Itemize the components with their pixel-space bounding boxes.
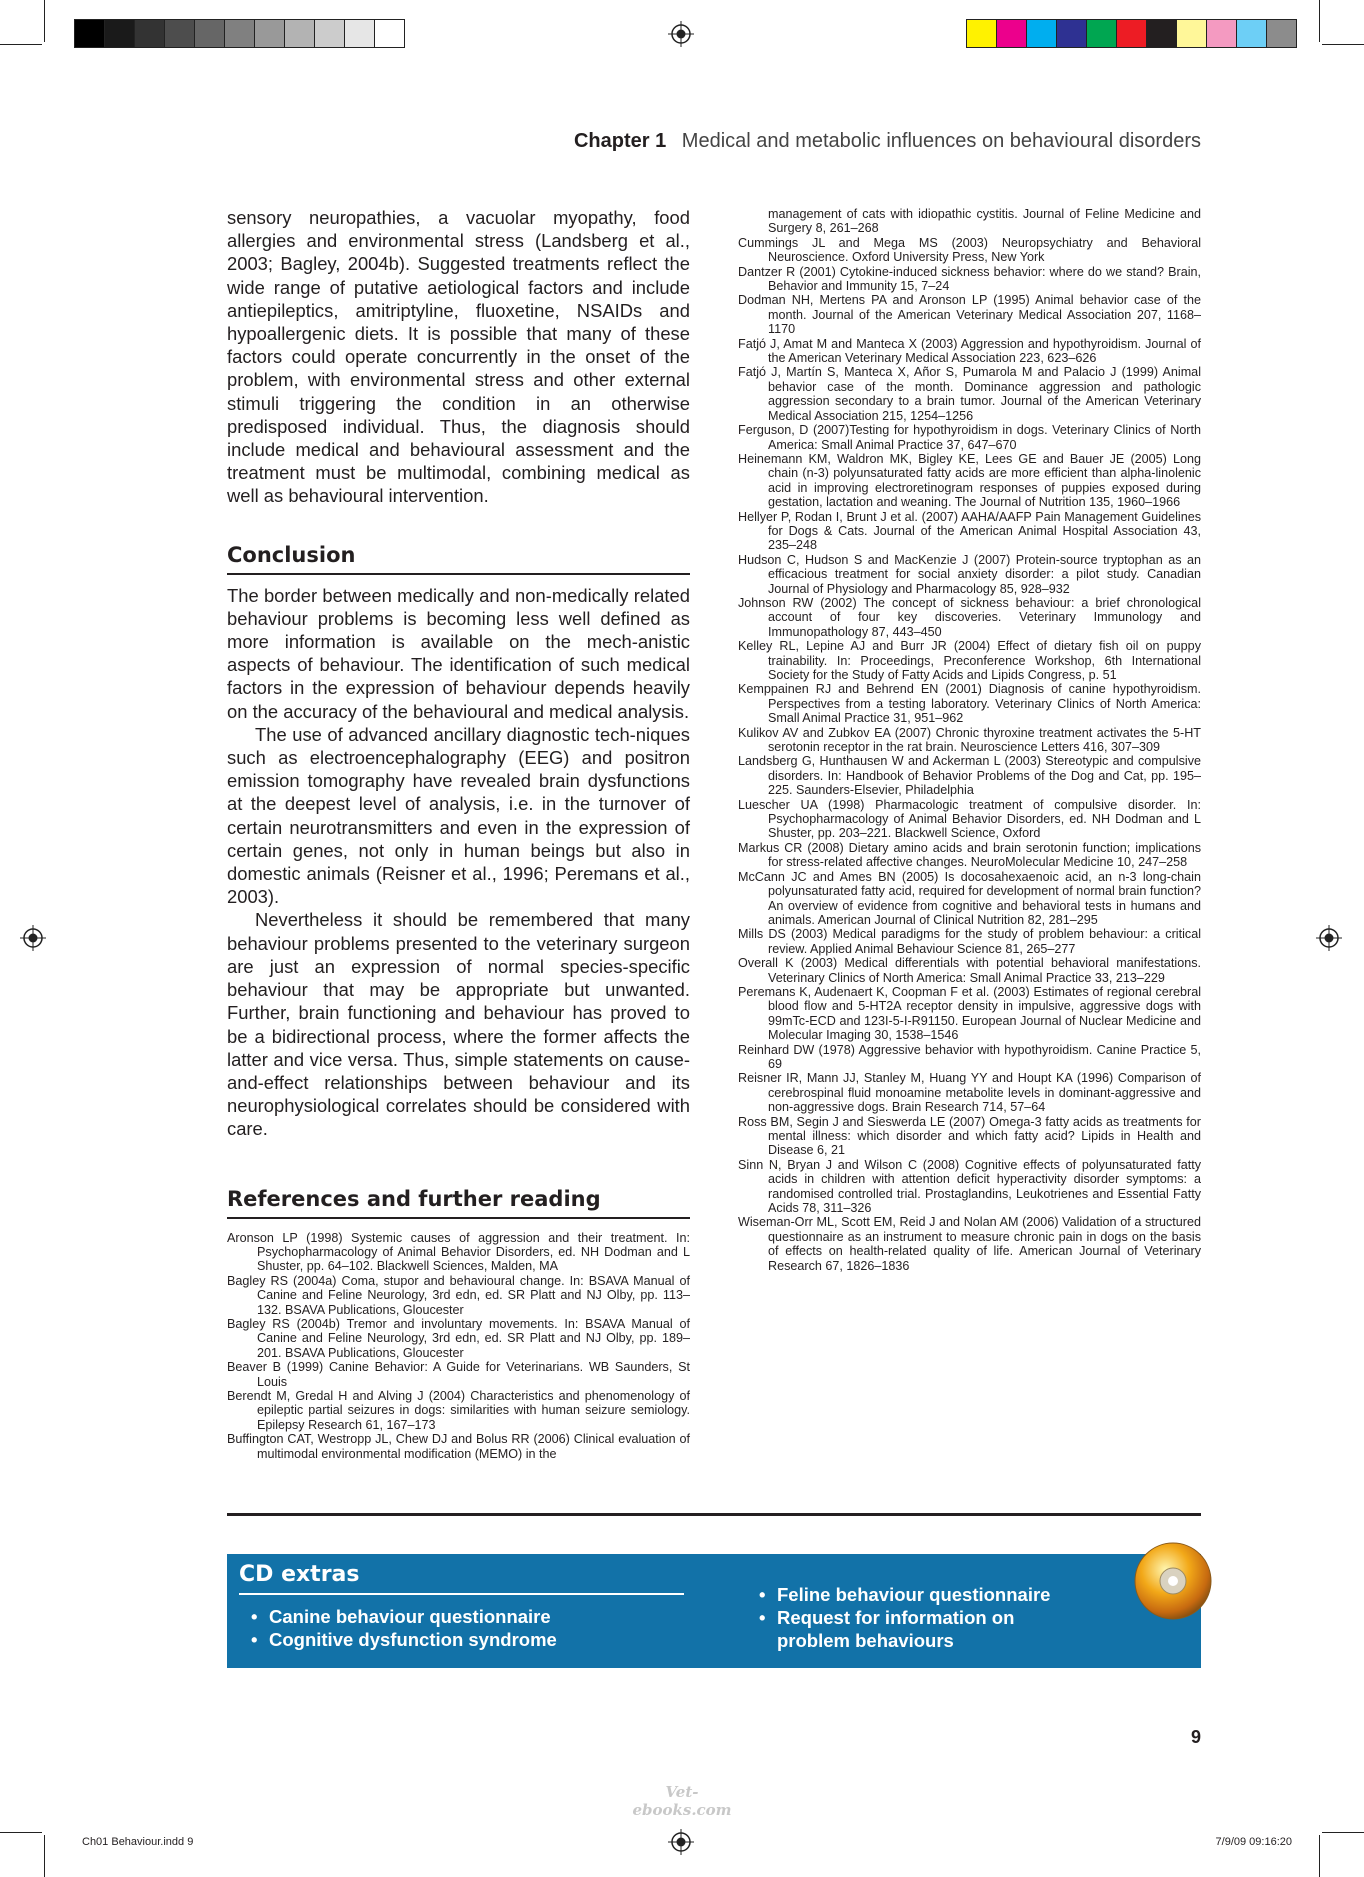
intro-paragraph: sensory neuropathies, a vacuolar myopathy, food allergies and environmental stress (Landsberg et al., 2003; Bagley, 2004b). Suggested treatments reflect the wide range of putative aetiological factors and include antiepileptics, amitriptyline, fluoxetine, NSAIDs and hypoallergenic diets. It is possible that many of these factors could operate concurrently in the onset of the problem, with environmental stress and other external stimuli triggering the condition in an otherwise predisposed individual. Thus, the diagnosis should include medical and behavioural assessment and the treatment must be multimodal, combining medical as well as behavioural intervention. — [227, 207, 690, 507]
chapter-label: Chapter 1 — [573, 130, 667, 152]
conclusion-paragraph: Nevertheless it should be remembered that many behaviour problems presented to the veterinary surgeon are just an expression of normal species-specific behaviour that may be appropriate but unwanted. Further, brain functioning and behaviour has proved to be a bidirectional process, where the former affects the latter and vice versa. Thus, simple statements on cause-and-effect relationships between behaviour and its neurophysiological correlates should be considered with care. — [227, 909, 690, 1140]
right-column — [738, 207, 1201, 1273]
cd-extras-item[interactable]: • Cognitive dysfunction syndrome — [239, 1628, 557, 1651]
reference-entry: Reinhard DW (1978) Aggressive behavior with hypothyroidism. Canine Practice 5, 69 — [738, 1042, 1201, 1071]
reference-entry: Sinn N, Bryan J and Wilson C (2008) Cognitive effects of polyunsaturated fatty acids in children with attention deficit hyperactivity disorder symptoms: a randomised controlled trial. Prostaglandins, Leukotrienes and Essential Fatty Acids 78, 311–326 — [738, 1157, 1201, 1216]
crop-mark — [1322, 1832, 1364, 1833]
crop-mark — [1319, 1835, 1320, 1877]
reference-entry: Ross BM, Segin J and Sieswerda LE (2007) Omega-3 fatty acids as treatments for mental illness: which disorder and which fatty acid? Lipids in Health and Disease 6, 21 — [738, 1114, 1201, 1158]
reference-entry: Reisner IR, Mann JJ, Stanley M, Huang YY and Houpt KA (1996) Comparison of cerebrospinal fluid monoamine metabolite levels in dominant-aggressive and non-aggressive dogs. Brain Research 714, 57–64 — [738, 1071, 1201, 1115]
crop-mark — [0, 44, 42, 45]
reference-entry: Bagley RS (2004a) Coma, stupor and behavioural change. In: BSAVA Manual of Canine and Feline Neurology, 3rd edn, ed. SR Platt and NJ Olby, pp. 113–132. BSAVA Publications, Gloucester — [227, 1273, 690, 1317]
crop-mark — [44, 1835, 45, 1877]
reference-entry: Heinemann KM, Waldron MK, Bigley KE, Lees GE and Bauer JE (2005) Long chain (n-3) polyunsaturated fatty acids are more efficient than alpha-linolenic acid in improving electroretinogram responses of puppies exposed during gestation, lactation and weaning. The Journal of Nutrition 135, 1960–1966 — [738, 451, 1201, 510]
crop-mark — [1322, 44, 1364, 45]
section-divider — [227, 1513, 1201, 1516]
reference-entry: Ferguson, D (2007)Testing for hypothyroidism in dogs. Veterinary Clinics of North America: Small Animal Practice 37, 647–670 — [738, 423, 1201, 452]
registration-mark-icon — [668, 1829, 694, 1855]
color-swatch — [75, 20, 105, 47]
reference-entry: Overall K (2003) Medical differentials with potential behavioral manifestations. Veterinary Clinics of North America: Small Animal Practice 33, 213–229 — [738, 956, 1201, 985]
color-swatch — [967, 20, 997, 47]
process-color-bar — [966, 19, 1297, 48]
color-swatch — [1147, 20, 1177, 47]
reference-entry: management of cats with idiopathic cystitis. Journal of Feline Medicine and Surgery 8, 261–268 — [768, 207, 1201, 236]
cd-disc-icon — [1133, 1541, 1213, 1621]
color-swatch — [195, 20, 225, 47]
color-swatch — [375, 20, 404, 47]
reference-entry: Luescher UA (1998) Pharmacologic treatment of compulsive disorder. In: Psychopharmacology of Animal Behavior Disorders, ed. NH Dodman and L Shuster, pp. 203–221. Blackwell Science, Oxford — [738, 797, 1201, 841]
reference-entry: McCann JC and Ames BN (2005) Is docosahexaenoic acid, an n-3 long-chain polyunsaturated fatty acid, required for development of normal brain function? An overview of evidence from cognitive and behavioral tests in humans and animals. American Journal of Clinical Nutrition 82, 281–295 — [738, 869, 1201, 927]
color-swatch — [1027, 20, 1057, 47]
chapter-title: Medical and metabolic influences on behavioural disorders — [681, 130, 1201, 152]
reference-entry: Beaver B (1999) Canine Behavior: A Guide for Veterinarians. WB Saunders, St Louis — [227, 1360, 690, 1389]
reference-entry: Buffington CAT, Westropp JL, Chew DJ and Bolus RR (2006) Clinical evaluation of multimodal environmental modification (MEMO) in the — [227, 1432, 690, 1461]
color-swatch — [255, 20, 285, 47]
color-swatch — [997, 20, 1027, 47]
reference-entry: Berendt M, Gredal H and Alving J (2004) Characteristics and phenomenology of epileptic partial seizures in dogs: similarities with human seizure semiology. Epilepsy Research 61, 167–173 — [227, 1388, 690, 1432]
color-swatch — [1237, 20, 1267, 47]
registration-mark-icon — [668, 21, 694, 47]
reference-entry: Hellyer P, Rodan I, Brunt J et al. (2007) AAHA/AAFP Pain Management Guidelines for Dogs & Cats. Journal of the American Animal Hospital Association 43, 235–248 — [738, 509, 1201, 553]
reference-entry: Landsberg G, Hunthausen W and Ackerman L (2003) Stereotypic and compulsive disorders. In: Handbook of Behavior Problems of the Dog and Cat, pp. 195–225. Saunders-Elsevier, Philadelphia — [738, 754, 1201, 798]
reference-entry: Wiseman-Orr ML, Scott EM, Reid J and Nolan AM (2006) Validation of a structured questionnaire as an instrument to measure chronic pain in dogs on the basis of effects on health-related quality of life. American Journal of Veterinary Research 67, 1826–1836 — [738, 1215, 1201, 1273]
color-swatch — [1267, 20, 1296, 47]
color-swatch — [315, 20, 345, 47]
reference-entry: Johnson RW (2002) The concept of sickness behaviour: a brief chronological account of four key discoveries. Veterinary Immunology and Immunopathology 87, 443–450 — [738, 595, 1201, 639]
cd-extras-box — [227, 1554, 1201, 1668]
reference-list-right — [738, 207, 1201, 1273]
reference-entry: Dodman NH, Mertens PA and Aronson LP (1995) Animal behavior case of the month. Journal of the American Veterinary Medical Association 207, 1168–1170 — [738, 293, 1201, 337]
reference-entry: Hudson C, Hudson S and MacKenzie J (2007) Protein-source tryptophan as an efficacious treatment for social anxiety disorder: a pilot study. Canadian Journal of Physiology and Pharmacology 85, 928–932 — [738, 552, 1201, 596]
cd-extras-item[interactable]: • Canine behaviour questionnaire — [239, 1605, 557, 1628]
conclusion-paragraph: The use of advanced ancillary diagnostic tech-niques such as electroencephalography (EEG) and positron emission tomography have revealed brain dysfunctions at the deepest level of analysis, i.e. in the turnover of certain neurotransmitters and even in the expression of certain genes, not only in human beings but also in domestic animals (Reisner et al., 1996; Peremans et al., 2003). — [227, 723, 690, 908]
color-swatch — [1117, 20, 1147, 47]
references-heading: References and further reading — [227, 1187, 690, 1219]
grayscale-color-bar — [74, 19, 405, 48]
reference-list-left — [227, 1231, 690, 1462]
color-swatch — [225, 20, 255, 47]
reference-entry: Kemppainen RJ and Behrend EN (2001) Diagnosis of canine hypothyroidism. Perspectives from a testing laboratory. Veterinary Clinics of North America: Small Animal Practice 31, 951–962 — [738, 682, 1201, 726]
color-swatch — [1207, 20, 1237, 47]
reference-entry: Markus CR (2008) Dietary amino acids and brain serotonin function; implications for stress-related affective changes. NeuroMolecular Medicine 10, 247–258 — [738, 840, 1201, 870]
reference-entry: Fatjó J, Martín S, Manteca X, Añor S, Pumarola M and Palacio J (1999) Animal behavior case of the month. Dominance aggression and pathologic aggression secondary to a brain tumor. Journal of the American Veterinary Medical Association 215, 1254–1256 — [738, 365, 1201, 423]
registration-mark-icon — [1316, 925, 1342, 951]
color-swatch — [165, 20, 195, 47]
color-swatch — [1057, 20, 1087, 47]
color-swatch — [105, 20, 135, 47]
reference-entry: Peremans K, Audenaert K, Coopman F et al. (2003) Estimates of regional cerebral blood flow and 5-HT2A receptor density in impulsive, aggressive dogs with 99mTc-ECD and 123I-5-I-R91150. European Journal of Nuclear Medicine and Molecular Imaging 30, 1538–1546 — [738, 984, 1201, 1043]
crop-mark — [44, 0, 45, 42]
left-column — [227, 206, 690, 1461]
reference-entry: Kelley RL, Lepine AJ and Burr JR (2004) Effect of dietary fish oil on puppy trainability. In: Proceedings, Preconference Workshop, 6th International Society for the Study of Fatty Acids and Lipids Congress, p. 51 — [738, 639, 1201, 682]
reference-entry: Fatjó J, Amat M and Manteca X (2003) Aggression and hypothyroidism. Journal of the American Veterinary Medical Association 223, 623–626 — [738, 336, 1201, 366]
cd-extras-list-right — [747, 1583, 1067, 1652]
color-swatch — [285, 20, 315, 47]
reference-entry: Bagley RS (2004b) Tremor and involuntary movements. In: BSAVA Manual of Canine and Feline Neurology, 3rd edn, ed. SR Platt and NJ Olby, pp. 189–201. BSAVA Publications, Gloucester — [227, 1316, 690, 1360]
color-swatch — [135, 20, 165, 47]
watermark: Vet-ebooks.com — [632, 1783, 732, 1819]
reference-entry: Cummings JL and Mega MS (2003) Neuropsychiatry and Behavioral Neuroscience. Oxford University Press, New York — [738, 235, 1201, 265]
color-swatch — [1177, 20, 1207, 47]
color-swatch — [345, 20, 375, 47]
cd-extras-title: CD extras — [239, 1562, 684, 1595]
reference-entry: Aronson LP (1998) Systemic causes of aggression and their treatment. In: Psychopharmacology of Animal Behavior Disorders, ed. NH Dodman and L Shuster, pp. 64–102. Blackwell Sciences, Malden, MA — [227, 1230, 690, 1274]
reference-entry: Dantzer R (2001) Cytokine-induced sickness behavior: where do we stand? Brain, Behavior and Immunity 15, 7–24 — [738, 264, 1201, 294]
registration-mark-icon — [20, 925, 46, 951]
running-head — [574, 130, 1201, 153]
crop-mark — [0, 1832, 42, 1833]
reference-entry: Mills DS (2003) Medical paradigms for the study of problem behaviour: a critical review. Applied Animal Behaviour Science 81, 265–277 — [738, 927, 1201, 956]
color-swatch — [1087, 20, 1117, 47]
cd-extras-item[interactable]: • Request for information on problem behaviours — [747, 1606, 1067, 1652]
slug-file: Ch01 Behaviour.indd 9 — [82, 1836, 194, 1848]
reference-entry: Kulikov AV and Zubkov EA (2007) Chronic thyroxine treatment activates the 5-HT serotonin receptor in the rat brain. Neuroscience Letters 416, 307–309 — [738, 725, 1201, 755]
conclusion-heading: Conclusion — [227, 543, 690, 575]
crop-mark — [1319, 0, 1320, 42]
page-number: 9 — [1190, 1727, 1201, 1747]
slug-date: 7/9/09 09:16:20 — [1215, 1836, 1292, 1848]
cd-extras-item[interactable]: • Feline behaviour questionnaire — [747, 1583, 1067, 1606]
conclusion-paragraph: The border between medically and non-medically related behaviour problems is becoming less well defined as more information is available on the mech-anistic aspects of behaviour. The identification of such medical factors in the expression of behaviour depends heavily on the accuracy of the behavioural and medical analysis. — [227, 584, 690, 722]
cd-extras-list-left — [239, 1605, 557, 1651]
